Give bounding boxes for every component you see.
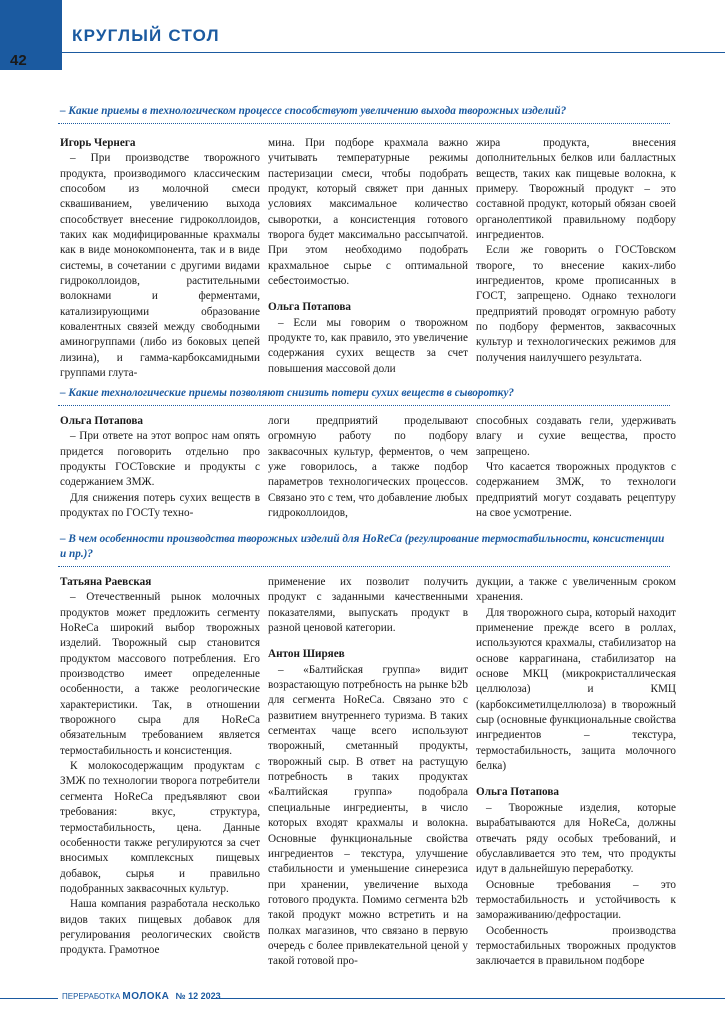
article-paragraph: Для творожного сыра, который находит применение прежде всего в роллах, используются крахмалы, стабилизатор на основе каррагинана, стабилизатор на основе МКЦ (микрокристаллическая целлюлоза) и КМЦ (карбоксиметилцеллюлоза) в творожный сыр (основные функциональные свойства ингредиентов – текстура, термостабильность, защита молочного белка) [476,606,676,773]
article-paragraph: Особенность производства термостабильных творожных продуктов заключается в правильном подборе [476,924,676,968]
footer-brand: МОЛОКА [122,991,170,1002]
article-paragraph: К молокосодержащим продуктам с ЗМЖ по технологии творога потребители сегмента HoReCa предъявляют свои требования: вкус, структура, термостабильность, цена. Данные особенности также регулируются за счет вносимых комплексных пищевых добавок, сырья и правильно подобранных заквасочных культур. [60,760,260,895]
article-paragraph: жира продукта, внесения дополнительных белков или балластных веществ, таких как пищевые волокна, к примеру. Творожный продукт – это составной продукт, который обязан своей органолептикой правильному подбору ингредиентов. [476,137,676,242]
header-rule [62,52,725,53]
page-footer [0,990,725,1024]
article-paragraph: – Отечественный рынок молочных продуктов может предложить сегменту HoReCa широкий выбор творожных изделий. Творожный сыр становится продуктом массового потребления. Его производство имеет определенные особенности, а также реологические характеристики. Так, в отношении творожного сыра для HoReCa обязательным требованием является термостабильность и консистенция. [60,591,260,757]
footer-journal-name [62,991,221,1002]
article-paragraph: Для снижения потерь сухих веществ в продуктах по ГОСТу техно- [60,491,260,520]
article-paragraph: Что касается творожных продуктов с содержанием ЗМЖ, то технологи предприятий могут создавать рецептуру на свое усмотрение. [476,461,676,520]
article-paragraph: – Если мы говорим о творожном продукте то, как правило, это увеличение содержания сухих веществ за счет повышения массовой доли [268,316,468,375]
block3-column-2 [268,575,468,970]
author-name: Антон Ширяев [268,648,345,661]
question-1: – Какие приемы в технологическом процессе способствуют увеличению выхода творожных изделий? [60,105,567,117]
article-paragraph: мина. При подборе крахмала важно учитывать температурные режимы пастеризации смеси, чтобы подобрать продукт, который свяжет при данных условиях максимальное количество сыворотки, а консистенция готового творога будет максимально рассыпчатой. При этом необходимо подобрать крахмальное сырье с оптимальной себестоимостью. [268,137,468,288]
block2-column-2 [268,414,468,521]
author-name: Ольга Потапова [268,301,351,314]
article-paragraph: Основные требования – это термостабильность и устойчивость к замораживанию/дефростации. [476,878,676,922]
article-paragraph: Если же говорить о ГОСТовском твороге, то внесение каких-либо ингредиентов, кроме прописанных в ГОСТ, запрещено. Однако технологи предприятий проводят огромную работу по подбору ферментов, заквасочных культур и технологических режимов для получения наилучшего результата. [476,244,676,364]
block3-column-3 [476,575,676,970]
block2-column-3 [476,414,676,521]
article-paragraph: дукции, а также с увеличенным сроком хранения. [476,576,676,604]
block3-column-1 [60,575,260,959]
question-2-rule [58,405,670,406]
footer-prefix: ПЕРЕРАБОТКА [62,992,121,1001]
question-3-rule [58,566,670,567]
article-paragraph: – При ответе на этот вопрос нам опять придется поговорить отдельно про продукты ГОСТовские и продукты с содержанием ЗМЖ. [60,430,260,489]
footer-issue: № 12 2023 [175,991,221,1001]
author-name: Татьяна Раевская [60,576,152,588]
article-paragraph: логи предприятий проделывают огромную работу по подбору заквасочных культур, ферментов, о чем уже говорилось, а также подбор параметров технологических процессов. Связано это с тем, что добавление любых гидроколлоидов, [268,415,468,520]
article-paragraph: – «Балтийская группа» видит возрастающую потребность на рынке b2b для сегмента HoReCa. Связано это с развитием внутреннего туризма. В таких сегментах чаще всего используют творожный, сметанный продукты, творожный сыр. В ответ на растущую потребность в таких продуктах «Балтийская группа» подобрала специальные ингредиенты, в число которых входят крахмалы и волокна. Основные функциональные свойства ингредиентов – текстура, улучшение стабильности и уменьшение синерезиса при хранении, увеличение выхода готового продукта. Помимо сегмента b2b такой продукт можно встретить и на полках магазинов, что связано в первую очередь с более привлекательной ценой у такой готовой про- [268,663,468,968]
block1-column-1 [60,136,260,382]
article-paragraph: – Творожные изделия, которые вырабатываются для HoReCa, должны отвечать ряду особых требований, и обуславливается это тем, что продукты идут в дальнейшую переработку. [476,801,676,876]
question-2: – Какие технологические приемы позволяют снизить потери сухих веществ в сыворотку? [60,387,515,399]
question-3: – В чем особенности производства творожных изделий для HoReCa (регулирование термостабильности, консистенции и пр.)? [60,533,665,561]
article-paragraph: способных создавать гели, удерживать влагу и сухие вещества, просто запрещено. [476,415,676,458]
block2-column-1 [60,414,260,521]
block1-column-3 [476,136,676,366]
article-paragraph: – При производстве творожного продукта, производимого классическим способом из молочной смеси сквашиванием, увеличению выхода способствует внесение гидроколлоидов, таких как модифицированные крахмалы как в виде монокомпонента, так и в виде системы, в сочетании с другими видами гидроколлоидов, растительными волокнами и ферментами, катализирующими образование ковалентных связей между свободными аминогруппами (либо из боковых цепей лизина), и гамма-карбоксамидными группами глута- [60,152,260,380]
author-name: Ольга Потапова [60,415,143,427]
question-1-rule [58,123,670,124]
page-number: 42 [10,52,27,69]
footer-rule-left [0,998,58,999]
block1-column-2 [268,136,468,377]
article-paragraph: Наша компания разработала несколько видов таких пищевых добавок для регулирования реологических свойств продукта. Грамотное [60,898,260,957]
section-title: КРУГЛЫЙ СТОЛ [72,26,220,45]
author-name: Ольга Потапова [476,786,559,799]
author-name: Игорь Чернега [60,137,136,149]
article-paragraph: применение их позволит получить продукт с заданными качественными показателями, выпускать продукт в разной ценовой категории. [268,576,468,635]
footer-rule-right [215,998,725,999]
